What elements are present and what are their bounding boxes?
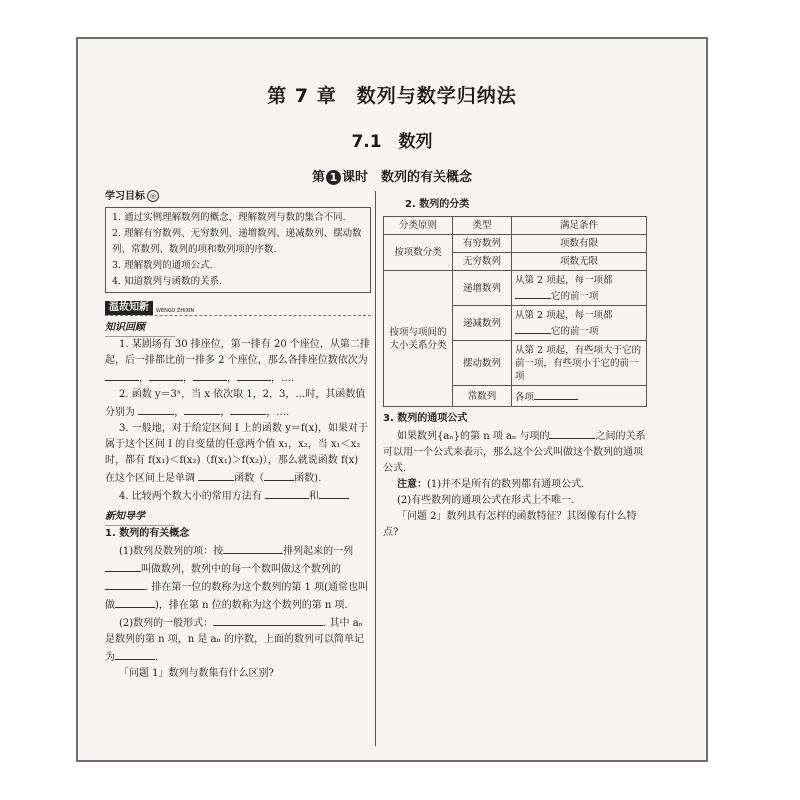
- review-q3-end-b: 函数).: [294, 473, 322, 484]
- review-band-label: 温故知新: [105, 301, 153, 315]
- table-cell: 常数列: [453, 386, 512, 407]
- answer-blank[interactable]: [184, 403, 220, 415]
- table-cell: [512, 306, 647, 341]
- general-term-note2: (2)有些数列的通项公式在形式上不唯一.: [397, 495, 575, 506]
- review-q4-and: 和: [308, 491, 319, 502]
- review-q3-text: 3. 一般地，对于给定区间 I 上的函数 y＝f(x)，如果对于属于这个区间 I 的自变量的任意两个值 x₁，x₂，当 x₁＜x₂ 时，都有 f(x₁)＜f(x₂)（f(x₁)＞f(x₂)），那么就说函数 f(x) 在这个区间上是单调: [105, 423, 368, 484]
- goal-item: 4. 知道数列与函数的关系.: [112, 276, 223, 287]
- new-learning-subheading: 新知导学: [105, 509, 175, 526]
- table-cell: 有穷数列: [453, 235, 512, 253]
- review-q4-text: 4. 比较两个数大小的常用方法有: [119, 491, 262, 502]
- answer-blank[interactable]: [549, 427, 595, 439]
- table-cell: 按项与项间的大小关系分类: [384, 271, 453, 407]
- table-row: [384, 235, 647, 253]
- classification-table: [383, 216, 647, 407]
- question-2: 「问题 2」数列具有怎样的函数特征？其图像有什么特点?: [383, 511, 637, 538]
- cell-text: 各项: [515, 392, 535, 403]
- answer-blank[interactable]: [105, 560, 141, 572]
- goal-item: 1. 通过实例理解数列的概念，理解数列与数的集合不同.: [112, 212, 346, 223]
- table-cell: 项数无限: [512, 253, 647, 271]
- concept-p2b: . 其中 aₙ 是数列的第 n 项，n 是 aₙ 的序数，上面的数列可以简单记为: [105, 618, 365, 663]
- concept-p1a: (1)数列及数列的项：按: [119, 546, 224, 557]
- answer-blank[interactable]: [265, 487, 309, 499]
- concept-p1d: . 排在第一位的数称为这个数列的第 1 项(通常也叫做: [105, 582, 368, 611]
- concept-heading: 1. 数列的有关概念: [105, 528, 190, 539]
- concept-p1: [105, 542, 371, 614]
- concept-p1c: 叫做数列，数列中的每一个数叫做这个数列的: [141, 564, 341, 575]
- review-q3-end-a: 函数（: [234, 473, 265, 484]
- answer-blank[interactable]: [115, 596, 155, 608]
- lesson-suffix: 课时 数列的有关概念: [342, 170, 473, 185]
- goals-heading-text: 学习目标: [105, 191, 145, 202]
- answer-blank[interactable]: [230, 403, 266, 415]
- concept-p1e: )，排在第 n 位的数称为这个数列的第 n 项.: [155, 600, 348, 611]
- concept-p2a: (2)数列的一般形式：: [119, 618, 214, 629]
- answer-blank[interactable]: [115, 648, 155, 660]
- answer-blank[interactable]: [319, 487, 349, 499]
- review-q1: 1. 某剧场有 30 排座位，第一排有 20 个座位，从第二排起，后一排都比前一排多 2 个座位，那么各排座位数依次为 ， ， ， ，….: [105, 339, 370, 384]
- table-cell: 无穷数列: [453, 253, 512, 271]
- concept-p1b: 排列起来的一列: [283, 546, 354, 557]
- table-header: 类型: [453, 217, 512, 235]
- chapter-title: 第 7 章 数列与数学归纳法: [267, 85, 517, 107]
- goal-item: 3. 理解数列的通项公式.: [112, 260, 213, 271]
- review-band: [105, 299, 371, 316]
- cell-text: 它的前一项: [551, 325, 599, 337]
- answer-blank[interactable]: [515, 322, 551, 334]
- classification-heading: 2. 数列的分类: [405, 199, 470, 210]
- general-term-p1: [383, 427, 651, 477]
- table-cell: 递增数列: [453, 271, 512, 306]
- goal-item: 2. 理解有穷数列、无穷数列、递增数列、递减数列、摆动数列、常数列、数列的项和数列项的序数.: [112, 228, 362, 255]
- column-divider: [375, 191, 376, 746]
- target-icon: ◎: [147, 190, 159, 202]
- table-cell: 项数有限: [512, 235, 647, 253]
- table-row: [384, 217, 647, 235]
- general-term-p1a: 如果数列{aₙ}的第 n 项 aₙ 与项的: [397, 431, 550, 442]
- concept-p2c: .: [155, 652, 159, 663]
- cell-text: 从第 2 项起，每一项都: [515, 309, 613, 321]
- review-q4: [105, 487, 371, 505]
- cell-text: 它的前一项: [551, 290, 599, 302]
- concept-p2: [105, 614, 371, 666]
- table-cell: 从第 2 项起，有些项大于它的前一项，有些项小于它的前一项: [512, 341, 647, 386]
- table-row: [384, 271, 647, 306]
- review-q3: [105, 421, 371, 487]
- right-column: [383, 197, 683, 541]
- answer-blank[interactable]: [213, 614, 323, 626]
- lesson-prefix: 第: [311, 170, 325, 185]
- review-q1-text: 1. 某剧场有 30 排座位，第一排有 20 个座位，从第二排起，后一排都比前一排多 2 个座位，那么各排座位数依次为: [105, 339, 370, 366]
- review-q2: 2. 函数 y＝3ˣ，当 x 依次取 1，2，3，…时，其函数值分别为 ， ， ，….: [105, 389, 366, 418]
- general-term-p1b: 之间的关系可以用一个公式来表示，那么这个公式叫做这个数列的通项公式.: [383, 431, 646, 474]
- question-1: 「问题 1」数列与数集有什么区别?: [119, 668, 274, 679]
- note1-text: (1)并不是所有的数列都有通项公式.: [427, 479, 585, 490]
- answer-blank[interactable]: [264, 469, 294, 481]
- review-q2-text: 2. 函数 y＝3ˣ，当 x 依次取 1，2，3，…时，其函数值分别为: [105, 389, 366, 418]
- table-cell: 摆动数列: [453, 341, 512, 386]
- general-term-note1: [383, 477, 651, 493]
- answer-blank[interactable]: [105, 578, 145, 590]
- answer-blank[interactable]: [138, 403, 174, 415]
- review-band-sub: WENGU ZHIXIN: [156, 308, 195, 314]
- answer-blank[interactable]: [193, 369, 227, 381]
- answer-blank[interactable]: [223, 542, 283, 554]
- goals-heading: [105, 189, 371, 205]
- table-cell: 递减数列: [453, 306, 512, 341]
- note-label: 注意：: [397, 479, 427, 490]
- review-subheading: 知识回顾: [105, 320, 175, 337]
- answer-blank[interactable]: [515, 287, 551, 299]
- lesson-number-badge: 1: [326, 170, 341, 185]
- table-cell: [512, 271, 647, 306]
- answer-blank[interactable]: [237, 369, 271, 381]
- table-header: 分类原则: [384, 217, 453, 235]
- table-header: 满足条件: [512, 217, 647, 235]
- answer-blank[interactable]: [198, 469, 234, 481]
- section-title: 7.1 数列: [351, 132, 433, 152]
- general-term-heading: 3. 数列的通项公式: [383, 413, 468, 424]
- table-cell: 按项数分类: [384, 235, 453, 271]
- answer-blank[interactable]: [149, 369, 183, 381]
- answer-blank[interactable]: [105, 369, 139, 381]
- left-column: [105, 189, 371, 682]
- goals-box: [105, 207, 371, 293]
- answer-blank[interactable]: [534, 388, 578, 400]
- lesson-title: [78, 166, 706, 185]
- cell-text: 从第 2 项起，每一项都: [515, 274, 613, 286]
- table-cell: [512, 386, 647, 407]
- textbook-page: [76, 37, 708, 762]
